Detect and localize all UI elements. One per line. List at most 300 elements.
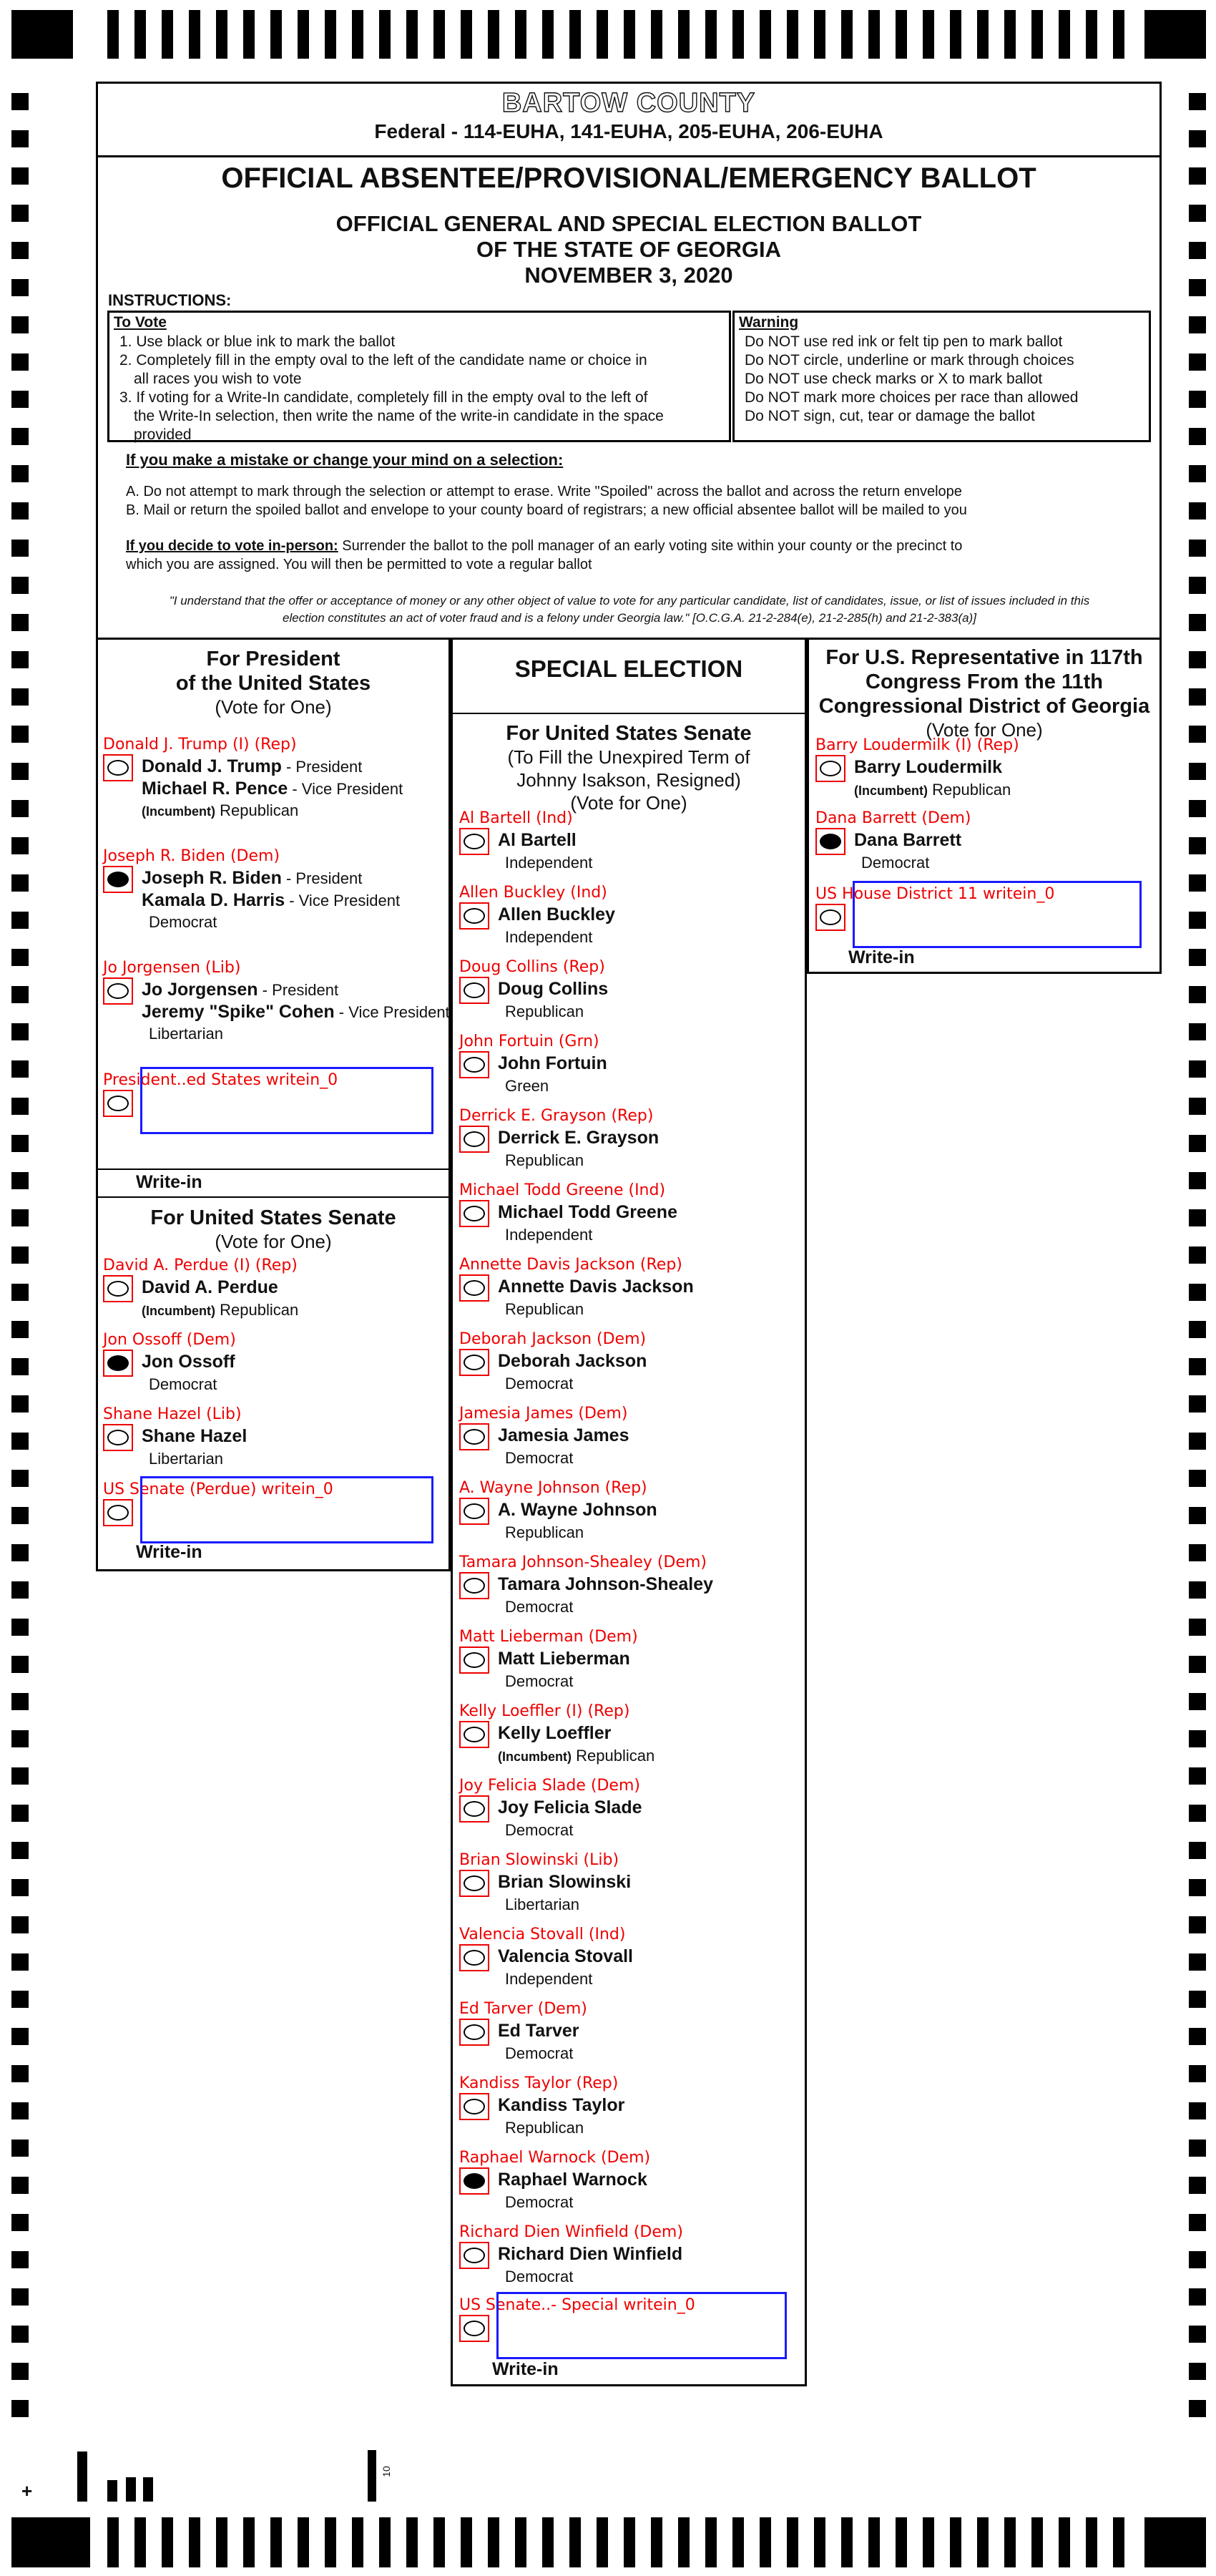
candidate-name: John Fortuin [498, 1053, 607, 1073]
candidate-oval[interactable] [464, 2099, 485, 2114]
timing-mark [11, 1730, 29, 1747]
timing-mark [298, 2517, 309, 2567]
candidate-oval[interactable] [107, 983, 129, 999]
footer-bar [368, 2450, 376, 2502]
timing-mark [216, 10, 227, 59]
party-label: Libertarian [149, 1025, 223, 1043]
timing-mark [651, 10, 662, 59]
candidate-oval[interactable] [107, 872, 129, 887]
special-sub-2: Johnny Isakson, Resigned) [516, 769, 741, 791]
candidate-name: Jon Ossoff [142, 1352, 235, 1372]
party-label: Libertarian [505, 1896, 579, 1913]
candidate-oval[interactable] [464, 1503, 485, 1519]
timing-mark [977, 2517, 989, 2567]
party-label: Republican [215, 801, 299, 819]
timing-mark [678, 2517, 690, 2567]
candidate-oval[interactable] [464, 1429, 485, 1445]
writein-oval[interactable] [107, 1096, 129, 1111]
party-line [505, 1896, 579, 1914]
party-label: Democrat [505, 1449, 574, 1467]
timing-mark [1189, 577, 1206, 594]
timing-mark [1189, 1842, 1206, 1859]
candidate-oval[interactable] [464, 1280, 485, 1296]
to-vote-line: the Write-In selection, then write the name of the write-in candidate in the space [134, 408, 664, 424]
writein-tag: US Senate (Perdue) writein_0 [103, 1480, 333, 1498]
to-vote-line: provided [134, 426, 192, 443]
timing-mark [379, 10, 391, 59]
timing-mark [11, 391, 29, 408]
timing-mark [1189, 1991, 1206, 2008]
party-label: Republican [505, 2119, 584, 2137]
candidate-tag: Kandiss Taylor (Rep) [459, 2074, 619, 2092]
special-sub-1: (To Fill the Unexpired Term of [507, 746, 750, 768]
timing-mark [11, 2326, 29, 2343]
timing-mark [325, 10, 336, 59]
timing-mark [515, 2517, 526, 2567]
running-mate-line [142, 1002, 450, 1023]
timing-mark [1189, 1656, 1206, 1673]
timing-mark [1189, 1358, 1206, 1375]
timing-mark [1189, 242, 1206, 259]
party-line [505, 1523, 584, 1542]
candidate-tag: Dana Barrett (Dem) [815, 809, 971, 827]
timing-mark [11, 2288, 29, 2306]
timing-mark [488, 2517, 499, 2567]
timing-mark [11, 279, 29, 296]
party-label: Republican [505, 1523, 584, 1541]
timing-mark [841, 10, 853, 59]
mistake-b: B. Mail or return the spoiled ballot and envelope to your county board of registrars; a new official absentee ballot will be mailed to you [126, 502, 967, 518]
footer-number: 10 [380, 2466, 392, 2477]
timing-mark [11, 763, 29, 780]
writein-tag: President..ed States writein_0 [103, 1071, 338, 1089]
writein-field[interactable] [853, 881, 1142, 948]
candidate-name: Michael Todd Greene [498, 1202, 677, 1222]
timing-mark [11, 1246, 29, 1264]
party-line [505, 1002, 584, 1021]
candidate-oval[interactable] [464, 908, 485, 924]
party-line [505, 2268, 573, 2286]
timing-mark [896, 10, 907, 59]
timing-mark [1189, 540, 1206, 557]
candidate-oval[interactable] [464, 834, 485, 849]
timing-mark [11, 1842, 29, 1859]
timing-mark [787, 2517, 798, 2567]
timing-mark [11, 205, 29, 222]
candidate-oval[interactable] [464, 1355, 485, 1370]
timing-mark [1189, 874, 1206, 892]
county-name: BARTOW COUNTY [501, 88, 756, 118]
candidate-oval[interactable] [464, 1131, 485, 1147]
timing-mark [406, 10, 418, 59]
timing-mark [11, 614, 29, 631]
warning-line: Do NOT use check marks or X to mark ballot [745, 371, 1043, 387]
timing-mark [1189, 912, 1206, 929]
timing-mark [1189, 1916, 1206, 1933]
timing-mark [11, 1581, 29, 1599]
timing-mark [1189, 502, 1206, 519]
to-vote-line: all races you wish to vote [134, 371, 302, 387]
timing-mark [1189, 316, 1206, 333]
timing-mark [11, 10, 73, 59]
president-heading-1: For President [206, 648, 340, 670]
instructions-heading: INSTRUCTIONS: [108, 291, 232, 309]
timing-mark [1004, 2517, 1016, 2567]
timing-mark [11, 502, 29, 519]
party-label: Democrat [861, 854, 930, 872]
candidate-oval[interactable] [107, 1355, 129, 1371]
timing-mark [11, 726, 29, 743]
timing-mark [11, 242, 29, 259]
writein-label: Write-in [136, 1172, 202, 1192]
timing-mark [1086, 10, 1097, 59]
timing-mark [923, 2517, 934, 2567]
candidate-oval[interactable] [820, 834, 841, 849]
timing-mark [868, 10, 880, 59]
timing-mark [1189, 1544, 1206, 1561]
timing-mark [923, 10, 934, 59]
candidate-name: Deborah Jackson [498, 1351, 647, 1371]
special-election-heading: SPECIAL ELECTION [514, 655, 743, 682]
special-vote-for: (Vote for One) [570, 792, 687, 814]
timing-mark [841, 2517, 853, 2567]
timing-mark [678, 10, 690, 59]
inperson-heading: If you decide to vote in-person: [126, 538, 338, 554]
timing-mark [1189, 1023, 1206, 1040]
timing-mark [814, 2517, 825, 2567]
warning-line: Do NOT mark more choices per race than allowed [745, 389, 1079, 406]
candidate-oval[interactable] [464, 1206, 485, 1221]
timing-mark [11, 1395, 29, 1413]
timing-mark [1189, 1135, 1206, 1152]
candidate-oval[interactable] [464, 2024, 485, 2040]
candidate-oval[interactable] [464, 2248, 485, 2263]
timing-mark [1086, 2517, 1097, 2567]
timing-mark [1189, 279, 1206, 296]
writein-label: Write-in [136, 1542, 202, 1562]
house-heading-2: Congress From the 11th [866, 670, 1103, 693]
timing-mark [11, 2214, 29, 2231]
timing-mark [1189, 614, 1206, 631]
timing-mark [11, 2363, 29, 2380]
party-label: Republican [505, 1300, 584, 1318]
timing-mark [1189, 1060, 1206, 1078]
timing-mark [11, 1284, 29, 1301]
footer-bar [77, 2451, 87, 2502]
inperson-line-1 [126, 537, 1142, 555]
candidate-name: Barry Loudermilk [854, 757, 1003, 777]
timing-mark [977, 10, 989, 59]
timing-mark [11, 1991, 29, 2008]
timing-mark [1189, 2065, 1206, 2082]
timing-mark [1189, 2214, 1206, 2231]
candidate-oval[interactable] [107, 760, 129, 776]
party-line [505, 854, 592, 872]
party-line [505, 1672, 573, 1691]
timing-mark [1189, 428, 1206, 445]
party-line [149, 1025, 223, 1043]
party-label: Republican [215, 1301, 299, 1319]
timing-mark [11, 1135, 29, 1152]
timing-mark [1189, 2102, 1206, 2119]
writein-field[interactable] [140, 1476, 433, 1543]
timing-mark [352, 2517, 363, 2567]
timing-mark [1189, 1693, 1206, 1710]
timing-mark [11, 465, 29, 482]
timing-mark [1059, 2517, 1070, 2567]
writein-oval[interactable] [820, 909, 841, 925]
incumbent-label: (Incumbent) [498, 1750, 572, 1764]
senate-vote-for: (Vote for One) [215, 1231, 332, 1252]
ballot-title: OFFICIAL ABSENTEE/PROVISIONAL/EMERGENCY BALLOT [221, 162, 1036, 194]
timing-mark [569, 2517, 581, 2567]
timing-mark [352, 10, 363, 59]
candidate-tag: Donald J. Trump (I) (Rep) [103, 736, 297, 753]
candidate-name: Kandiss Taylor [498, 2095, 625, 2115]
timing-mark [11, 2140, 29, 2157]
timing-mark [11, 1507, 29, 1524]
candidate-tag: Brian Slowinski (Lib) [459, 1851, 619, 1869]
candidate-tag: Raphael Warnock (Dem) [459, 2149, 651, 2167]
timing-mark [11, 912, 29, 929]
timing-mark [11, 93, 29, 110]
timing-mark [597, 10, 608, 59]
party-line [505, 2119, 584, 2137]
writein-field[interactable] [140, 1067, 433, 1134]
candidate-name: Joseph R. Biden [142, 868, 282, 888]
party-line [149, 913, 217, 932]
candidate-line [142, 868, 362, 889]
incumbent-label: (Incumbent) [142, 1304, 215, 1318]
timing-mark [1189, 1395, 1206, 1413]
candidate-name: Al Bartell [498, 830, 577, 850]
party-label: Democrat [505, 1598, 574, 1616]
special-election-header [451, 657, 807, 681]
candidate-name: Derrick E. Grayson [498, 1128, 660, 1148]
candidate-tag: Derrick E. Grayson (Rep) [459, 1107, 654, 1125]
timing-mark [1189, 1284, 1206, 1301]
timing-mark [11, 1953, 29, 1971]
footer-bar [126, 2477, 136, 2502]
legal-notice [107, 592, 1152, 627]
divider [96, 1169, 451, 1170]
timing-mark [1189, 1470, 1206, 1487]
candidate-oval[interactable] [107, 1281, 129, 1297]
to-vote-line: 2. Completely fill in the empty oval to the left of the candidate name or choice in [119, 352, 647, 369]
timing-mark [11, 1098, 29, 1115]
candidate-oval[interactable] [464, 1652, 485, 1668]
candidate-tag: Matt Lieberman (Dem) [459, 1628, 638, 1646]
footer-plus: + [21, 2480, 33, 2502]
timing-mark [1189, 2177, 1206, 2194]
candidate-name: Dana Barrett [854, 830, 962, 850]
timing-mark [1031, 2517, 1043, 2567]
timing-mark [787, 10, 798, 59]
timing-mark [11, 167, 29, 185]
party-label: Democrat [505, 1821, 574, 1839]
party-label: Republican [505, 1151, 584, 1169]
warning-box [732, 311, 1151, 442]
candidate-tag: Ed Tarver (Dem) [459, 2000, 587, 2018]
timing-mark [11, 1470, 29, 1487]
party-line [854, 781, 1011, 799]
writein-label: Write-in [492, 2359, 559, 2379]
candidate-oval[interactable] [464, 2173, 485, 2189]
timing-mark [1031, 10, 1043, 59]
candidate-oval[interactable] [107, 1430, 129, 1445]
candidate-tag: Allen Buckley (Ind) [459, 884, 607, 902]
timing-mark [896, 2517, 907, 2567]
party-line [505, 1077, 549, 1096]
candidate-name: Brian Slowinski [498, 1872, 632, 1892]
candidate-oval[interactable] [464, 1727, 485, 1742]
timing-mark [11, 1544, 29, 1561]
timing-mark [270, 2517, 282, 2567]
timing-mark [243, 10, 255, 59]
timing-mark [814, 10, 825, 59]
timing-mark [11, 353, 29, 371]
timing-mark [11, 540, 29, 557]
candidate-oval[interactable] [464, 1578, 485, 1594]
house-vote-for: (Vote for One) [926, 719, 1043, 741]
timing-mark [1189, 2140, 1206, 2157]
timing-mark [1189, 391, 1206, 408]
candidate-name: Valencia Stovall [498, 1946, 633, 1966]
to-vote-heading: To Vote [114, 314, 167, 331]
party-label: Independent [505, 1970, 593, 1988]
footer-bar [143, 2477, 153, 2502]
candidate-tag: Deborah Jackson (Dem) [459, 1330, 647, 1348]
timing-mark [624, 10, 635, 59]
writein-oval[interactable] [107, 1505, 129, 1521]
timing-mark [760, 10, 771, 59]
party-line [505, 1375, 573, 1393]
timing-mark [542, 10, 554, 59]
party-line [142, 801, 298, 820]
timing-mark [1189, 651, 1206, 668]
timing-mark [1144, 2517, 1206, 2567]
candidate-name: Donald J. Trump [142, 756, 282, 776]
timing-mark [1189, 2251, 1206, 2268]
candidate-oval[interactable] [820, 761, 841, 776]
timing-mark [11, 1879, 29, 1896]
candidate-oval[interactable] [464, 1057, 485, 1073]
candidate-name: Doug Collins [498, 979, 609, 999]
candidate-oval[interactable] [464, 1950, 485, 1966]
writein-label: Write-in [848, 947, 915, 967]
timing-mark [11, 1693, 29, 1710]
timing-mark [11, 1172, 29, 1189]
party-label: Independent [505, 928, 593, 946]
timing-mark [1189, 465, 1206, 482]
candidate-line [142, 980, 338, 1000]
timing-mark [1189, 1581, 1206, 1599]
timing-mark [1189, 688, 1206, 706]
timing-mark [1189, 1172, 1206, 1189]
federal-codes: Federal - 114-EUHA, 141-EUHA, 205-EUHA, 206-EUHA [374, 120, 883, 142]
timing-mark [624, 2517, 635, 2567]
timing-mark [868, 2517, 880, 2567]
timing-mark [11, 651, 29, 668]
timing-mark [11, 428, 29, 445]
timing-mark [1189, 353, 1206, 371]
running-mate-line [142, 890, 400, 911]
candidate-oval[interactable] [464, 982, 485, 998]
candidate-name: Tamara Johnson-Shealey [498, 1574, 714, 1594]
candidate-name: A. Wayne Johnson [498, 1500, 657, 1520]
candidate-tag: Richard Dien Winfield (Dem) [459, 2223, 683, 2241]
to-vote-box [107, 311, 731, 442]
party-label: Democrat [505, 2193, 574, 2211]
timing-mark [189, 10, 200, 59]
timing-mark [216, 2517, 227, 2567]
running-mate-name: Jeremy "Spike" Cohen [142, 1002, 335, 1022]
timing-mark [1189, 837, 1206, 854]
warning-list [735, 333, 1149, 426]
timing-mark [1189, 1953, 1206, 1971]
timing-mark [11, 986, 29, 1003]
candidate-role: - President [281, 869, 363, 887]
timing-mark [1189, 2326, 1206, 2343]
party-label: Republican [505, 1002, 584, 1020]
party-line [149, 1375, 217, 1394]
timing-mark [515, 10, 526, 59]
timing-mark [433, 10, 445, 59]
subtitle-line-1: OFFICIAL GENERAL AND SPECIAL ELECTION BALLOT [335, 211, 922, 236]
timing-mark [11, 1321, 29, 1338]
candidate-oval[interactable] [464, 1875, 485, 1891]
party-line [149, 1450, 223, 1468]
divider [96, 1196, 451, 1198]
party-label: Democrat [505, 1375, 574, 1392]
party-label: Independent [505, 854, 593, 872]
warning-heading: Warning [739, 314, 799, 331]
timing-mark [11, 1619, 29, 1636]
writein-field[interactable] [496, 2292, 787, 2359]
party-label: Independent [505, 1226, 593, 1244]
party-line [505, 1300, 584, 1319]
divider [451, 713, 807, 714]
timing-mark [1189, 205, 1206, 222]
candidate-tag: Al Bartell (Ind) [459, 809, 573, 827]
writein-tag: US Senate..- Special writein_0 [459, 2296, 695, 2314]
timing-mark [1059, 10, 1070, 59]
county-header [98, 84, 1159, 157]
mistake-heading: If you make a mistake or change your mind on a selection: [126, 451, 564, 469]
warning-line: Do NOT circle, underline or mark through choices [745, 352, 1074, 369]
mistake-a: A. Do not attempt to mark through the selection or attempt to erase. Write "Spoiled" across the ballot and across the return envelope [126, 484, 962, 499]
writein-oval[interactable] [464, 2321, 485, 2336]
senate-heading: For United States Senate [150, 1206, 396, 1229]
timing-mark [461, 2517, 472, 2567]
candidate-oval[interactable] [464, 1801, 485, 1817]
timing-mark [760, 2517, 771, 2567]
party-line [505, 1821, 573, 1840]
timing-mark [11, 2065, 29, 2082]
to-vote-line: 3. If voting for a Write-In candidate, completely fill in the empty oval to the left of [119, 389, 648, 406]
timing-mark [189, 2517, 200, 2567]
timing-mark [1189, 726, 1206, 743]
timing-mark [11, 1358, 29, 1375]
timing-mark [1189, 1619, 1206, 1636]
timing-mark [11, 1023, 29, 1040]
incumbent-label: (Incumbent) [854, 784, 928, 798]
timing-mark [11, 2102, 29, 2119]
ballot-subtitle [98, 211, 1159, 288]
timing-mark [1189, 93, 1206, 110]
candidate-tag: Doug Collins (Rep) [459, 958, 605, 976]
timing-mark [1189, 1433, 1206, 1450]
